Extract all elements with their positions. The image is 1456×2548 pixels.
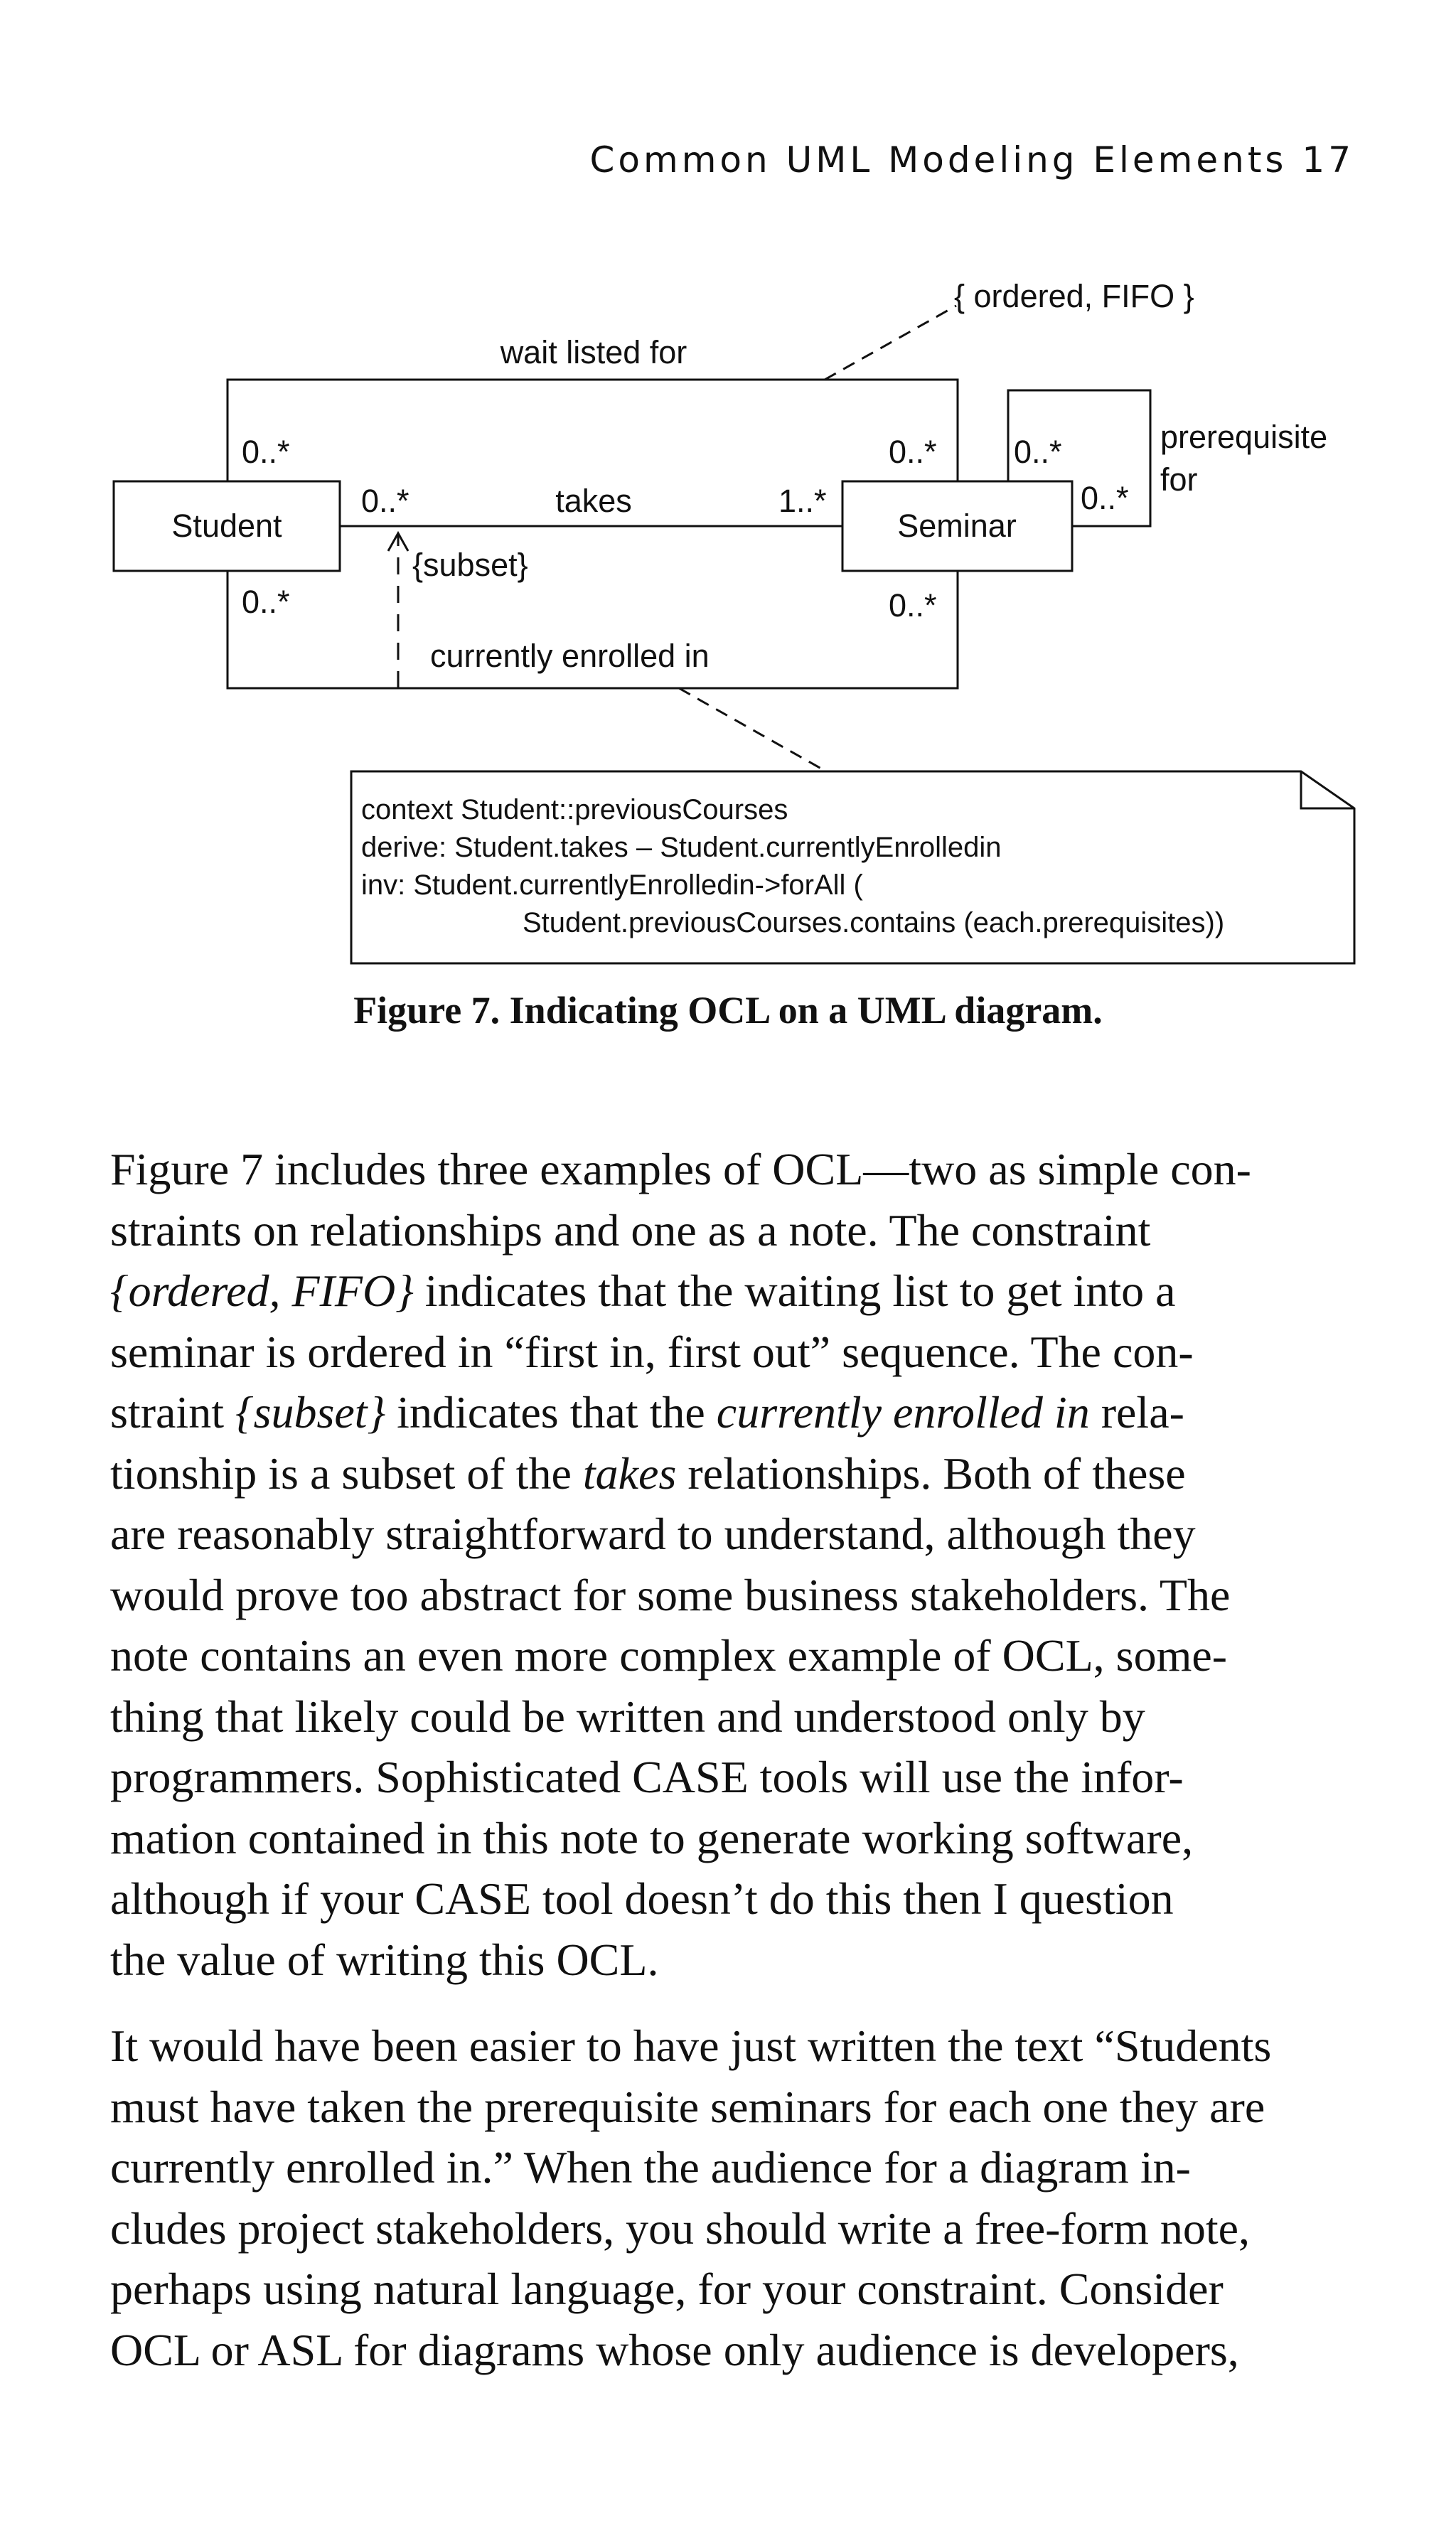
wait-listed-label: wait listed for (500, 334, 687, 370)
figure-caption: Figure 7. Indicating OCL on a UML diagram. (353, 989, 1103, 1032)
takes-emphasis: takes (582, 1447, 677, 1499)
p1-line: straints on relationships and one as a note. The constraint (110, 1204, 1151, 1256)
uml-class-diagram (0, 242, 1456, 974)
p1-line: programmers. Sophisticated CASE tools will use the infor- (110, 1752, 1184, 1802)
p1-line: tionship is a subset of the takes relationships. Both of these (110, 1447, 1186, 1499)
p2-line: must have taken the prerequisite seminars for each one they are (110, 2081, 1265, 2132)
p2-line: It would have been easier to have just written the text “Students (110, 2020, 1272, 2071)
note-anchor-dashed-link (679, 688, 826, 771)
p2-line: currently enrolled in.” When the audience for a diagram in- (110, 2142, 1191, 2193)
p1-line: Figure 7 includes three examples of OCL—two as simple con- (110, 1144, 1251, 1194)
body-paragraph-2 (110, 2016, 1351, 2380)
multiplicity-wait-seminar: 0..* (889, 434, 937, 470)
multiplicity-enrolled-seminar: 0..* (889, 587, 937, 623)
multiplicity-prereq-top: 0..* (1014, 434, 1062, 470)
note-line-2: derive: Student.takes – Student.currentlyEnrolledin (361, 832, 1002, 863)
p1-line: {ordered, FIFO} indicates that the waiting list to get into a (110, 1265, 1176, 1316)
currently-enrolled-emphasis: currently enrolled in (716, 1387, 1090, 1438)
note-line-1: context Student::previousCourses (361, 794, 788, 825)
p1-line: would prove too abstract for some business stakeholders. The (110, 1569, 1231, 1620)
p1-line: thing that likely could be written and understood only by (110, 1691, 1145, 1742)
note-line-4: Student.previousCourses.contains (each.prerequisites)) (523, 907, 1225, 938)
note-line-3: inv: Student.currentlyEnrolledin->forAll ( (361, 869, 863, 901)
prerequisite-label-line2: for (1160, 461, 1198, 498)
p1-line: are reasonably straightforward to understand, although they (110, 1509, 1196, 1559)
p2-line: OCL or ASL for diagrams whose only audience is developers, (110, 2324, 1239, 2375)
subset-emphasis: {subset} (235, 1387, 386, 1438)
seminar-class-name: Seminar (897, 508, 1017, 544)
student-class-name: Student (171, 508, 282, 544)
p1-line: note contains an even more complex example of OCL, some- (110, 1630, 1228, 1681)
p1-line: the value of writing this OCL. (110, 1934, 659, 1985)
ordered-fifo-constraint: { ordered, FIFO } (954, 278, 1194, 314)
p1-line: straint {subset} indicates that the currently enrolled in rela- (110, 1387, 1184, 1438)
subset-constraint: {subset} (412, 547, 528, 583)
p2-line: cludes project stakeholders, you should write a free-form note, (110, 2202, 1251, 2254)
multiplicity-takes-seminar: 1..* (778, 483, 827, 519)
running-head: Common UML Modeling Elements 17 (589, 139, 1354, 181)
multiplicity-takes-student: 0..* (361, 483, 410, 519)
multiplicity-wait-student: 0..* (242, 434, 290, 470)
prerequisite-label-line1: prerequisite (1160, 419, 1328, 455)
p1-line: mation contained in this note to generate working software, (110, 1812, 1194, 1863)
takes-label: takes (555, 483, 632, 519)
multiplicity-enrolled-student: 0..* (242, 584, 290, 620)
ordered-constraint-dashed-link (825, 306, 956, 380)
ordered-fifo-emphasis: {ordered, FIFO} (110, 1265, 414, 1316)
multiplicity-prereq-right: 0..* (1081, 480, 1129, 516)
p2-line: perhaps using natural language, for your constraint. Consider (110, 2264, 1224, 2314)
enrolled-label: currently enrolled in (430, 638, 710, 674)
body-paragraph-1 (110, 1139, 1351, 1990)
wait-listed-association-line (228, 380, 958, 481)
p1-line: although if your CASE tool doesn’t do this then I question (110, 1873, 1174, 1924)
p1-line: seminar is ordered in “first in, first out” sequence. The con- (110, 1326, 1194, 1377)
